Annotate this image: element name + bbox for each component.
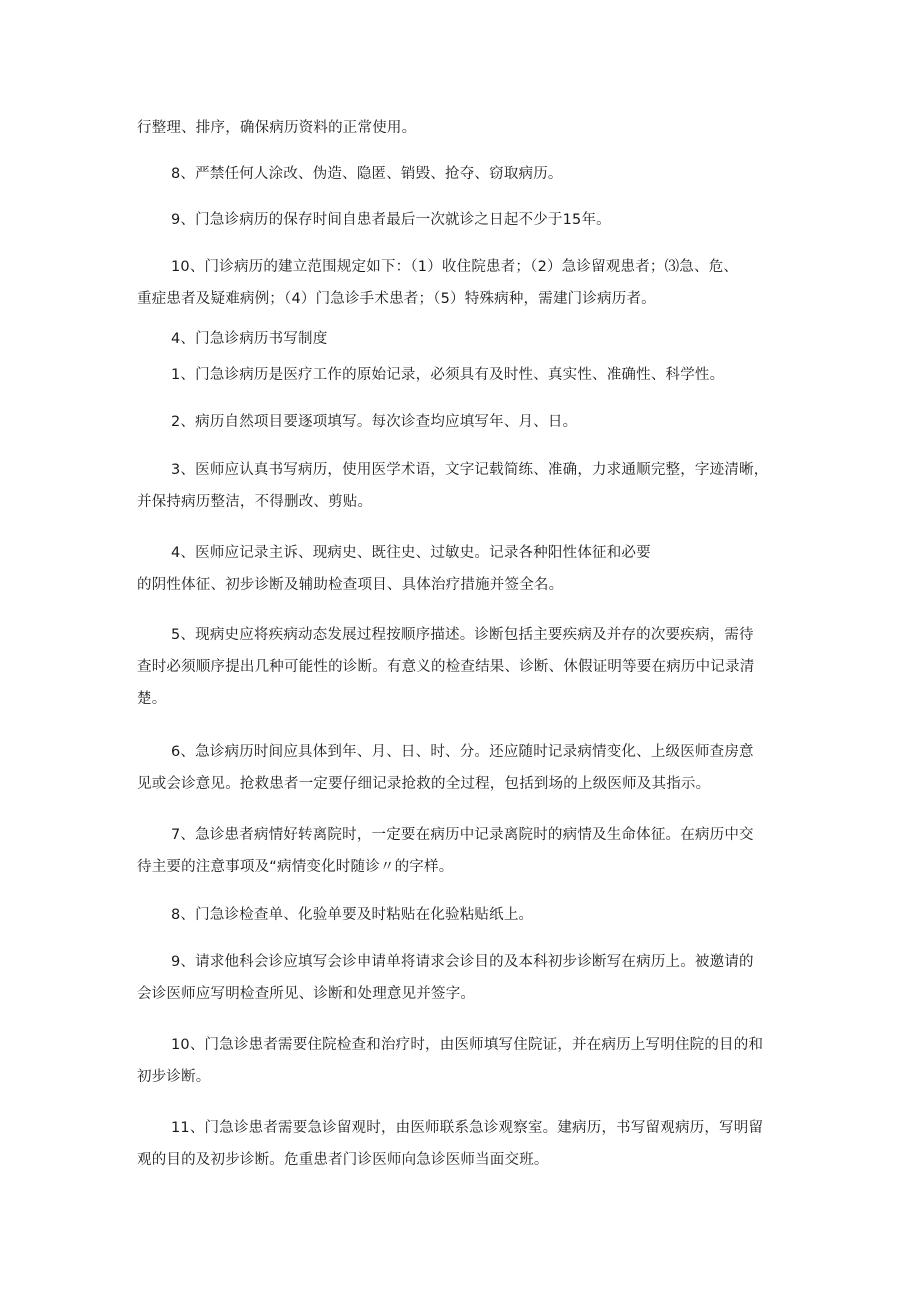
- text-line: 4、医师应记录主诉、现病史、既往史、过敏史。记录各种阳性体征和必要: [171, 545, 651, 561]
- text-line: 行整理、排序，确保病历资料的正常使用。: [137, 120, 417, 136]
- text-line: 2、病历自然项目要逐项填写。每次诊查均应填写年、月、日。: [171, 414, 578, 430]
- text-line: 10、门急诊患者需要住院检查和治疗时，由医师填写住院证，并在病历上写明住院的目的和: [171, 1037, 764, 1053]
- text-line: 10、门诊病历的建立范围规定如下：（1）收住院患者；（2）急诊留观患者；⑶急、危、: [171, 259, 739, 275]
- paragraph-item-8: [137, 158, 797, 190]
- text-line: 并保持病历整洁，不得删改、剪贴。: [137, 494, 373, 510]
- text-line: 查时必须顺序提出几种可能性的诊断。有意义的检查结果、诊断、休假证明等要在病历中记录清: [137, 659, 755, 675]
- paragraph-rule-7: [137, 819, 797, 883]
- text-line: 重症患者及疑难病例；（4）门急诊手术患者；（5）特殊病种，需建门诊病历者。: [137, 291, 656, 307]
- text-line: 11、门急诊患者需要急诊留观时，由医师联系急诊观察室。建病历，书写留观病历，写明留: [171, 1120, 764, 1136]
- text-line: 4、门急诊病历书写制度: [171, 331, 328, 347]
- paragraph-rule-10: [137, 1029, 797, 1093]
- text-line: 的阴性体征、初步诊断及辅助检查项目、具体治疗措施并签全名。: [137, 577, 564, 593]
- text-line: 8、门急诊检查单、化验单要及时粘贴在化验粘贴纸上。: [171, 907, 534, 923]
- paragraph-rule-9: [137, 946, 797, 1010]
- text-line: 楚。: [137, 691, 167, 707]
- text-line: 9、请求他科会诊应填写会诊申请单将请求会诊目的及本科初步诊断写在病历上。被邀请的: [171, 954, 754, 970]
- paragraph-item-10: [137, 251, 797, 315]
- paragraph-rule-4: [137, 537, 797, 601]
- paragraph-rule-11: [137, 1112, 797, 1176]
- text-line: 5、现病史应将疾病动态发展过程按顺序描述。诊断包括主要疾病及并存的次要疾病，需待: [171, 627, 754, 643]
- text-line: 会诊医师应写明检查所见、诊断和处理意见并签字。: [137, 986, 476, 1002]
- paragraph-item-9: [137, 204, 797, 236]
- paragraph-rule-6: [137, 736, 797, 800]
- paragraph-rule-2: [137, 406, 797, 438]
- paragraph-continuation: [137, 112, 797, 144]
- text-line: 见或会诊意见。抢救患者一定要仔细记录抢救的全过程，包括到场的上级医师及其指示。: [137, 776, 711, 792]
- text-line: 9、门急诊病历的保存时间自患者最后一次就诊之日起不少于15年。: [171, 212, 611, 228]
- paragraph-rule-1: [137, 359, 797, 391]
- text-line: 观的目的及初步诊断。危重患者门诊医师向急诊医师当面交班。: [137, 1152, 549, 1168]
- text-line: 3、医师应认真书写病历，使用医学术语，文字记载简练、准确，力求通顺完整，字迹清晰，: [171, 462, 769, 478]
- text-line: 初步诊断。: [137, 1069, 211, 1085]
- section-heading: [137, 323, 797, 355]
- text-line: 8、严禁任何人涂改、伪造、隐匿、销毁、抢夺、窃取病历。: [171, 166, 563, 182]
- text-line: 6、急诊病历时间应具体到年、月、日、时、分。还应随时记录病情变化、上级医师查房意: [171, 744, 754, 760]
- text-line: 待主要的注意事项及“病情变化时随诊〃的字样。: [137, 859, 454, 875]
- paragraph-rule-5: [137, 619, 797, 715]
- text-line: 1、门急诊病历是医疗工作的原始记录，必须具有及时性、真实性、准确性、科学性。: [171, 367, 725, 383]
- paragraph-rule-3: [137, 454, 797, 518]
- paragraph-rule-8: [137, 899, 797, 931]
- text-line: 7、急诊患者病情好转离院时，一定要在病历中记录离院时的病情及生命体征。在病历中交: [171, 827, 754, 843]
